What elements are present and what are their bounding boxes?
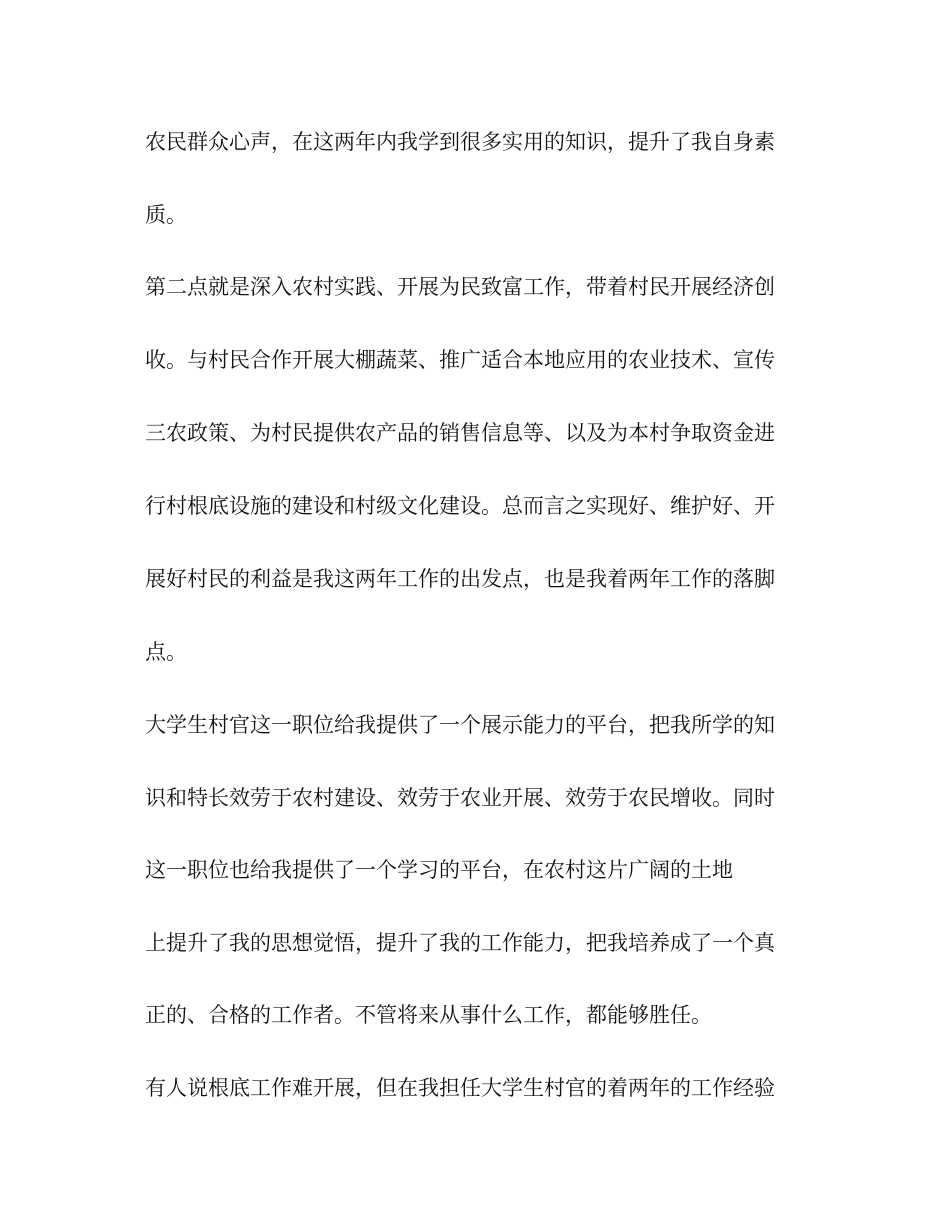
text-line-9: 大学生村官这一职位给我提供了一个展示能力的平台，把我所学的知 xyxy=(145,713,775,737)
text-line-14: 有人说根底工作难开展，但在我担任大学生村官的着两年的工作经验 xyxy=(145,1076,775,1100)
text-line-1: 农民群众心声，在这两年内我学到很多实用的知识，提升了我自身素 xyxy=(145,130,775,154)
text-line-7: 展好村民的利益是我这两年工作的出发点，也是我着两年工作的落脚 xyxy=(145,567,775,591)
text-line-11: 这一职位也给我提供了一个学习的平台，在农村这片广阔的土地 xyxy=(145,858,733,882)
text-line-6: 行村根底设施的建设和村级文化建设。总而言之实现好、维护好、开 xyxy=(145,494,775,518)
text-line-13: 正的、合格的工作者。不管将来从事什么工作，都能够胜任。 xyxy=(145,1003,712,1027)
text-line-2: 质。 xyxy=(145,203,187,227)
text-line-5: 三农政策、为村民提供农产品的销售信息等、以及为本村争取资金进 xyxy=(145,421,775,445)
text-line-12: 上提升了我的思想觉悟，提升了我的工作能力，把我培养成了一个真 xyxy=(145,931,775,955)
text-line-10: 识和特长效劳于农村建设、效劳于农业开展、效劳于农民增收。同时 xyxy=(145,786,775,810)
text-line-3: 第二点就是深入农村实践、开展为民致富工作，带着村民开展经济创 xyxy=(145,275,775,299)
text-line-4: 收。与村民合作开展大棚蔬菜、推广适合本地应用的农业技术、宣传 xyxy=(145,348,775,372)
text-line-8: 点。 xyxy=(145,640,187,664)
